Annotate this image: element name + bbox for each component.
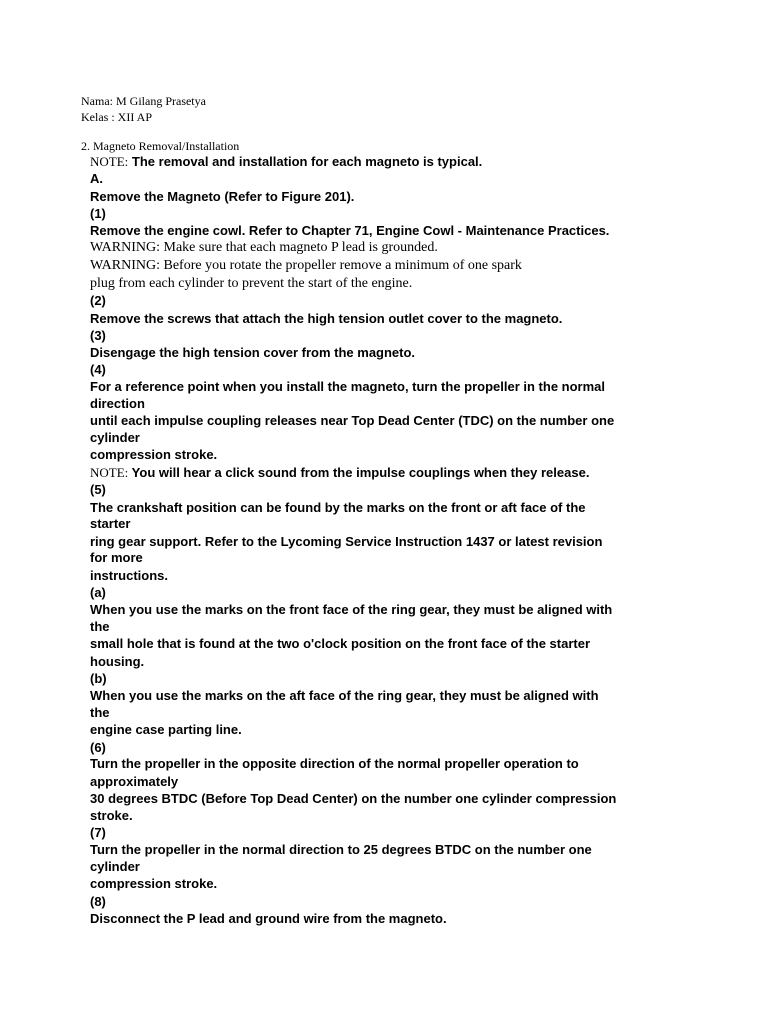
step-marker-8: (8) (90, 894, 106, 909)
step-text-5-line: instructions. (90, 568, 169, 583)
step-text-2: Remove the screws that attach the high tension outlet cover to the magneto. (90, 311, 563, 326)
step-marker-4: (4) (90, 362, 106, 377)
step-marker-7: (7) (90, 825, 106, 840)
warning-spark-plug-line1: WARNING: Before you rotate the propeller remove a minimum of one spark (90, 258, 522, 273)
note-text: The removal and installation for each magneto is typical. (131, 154, 483, 169)
note-line (90, 464, 589, 481)
student-name: Nama: M Gilang Prasetya (81, 94, 206, 108)
step-marker-5: (5) (90, 482, 106, 497)
step-text-3: Disengage the high tension cover from the magneto. (90, 345, 416, 360)
step-text-5b-line: When you use the marks on the aft face of the ring gear, they must be aligned with (90, 688, 599, 703)
step-marker-a: A. (90, 171, 103, 186)
step-text-5-line: ring gear support. Refer to the Lycoming Service Instruction 1437 or latest revision (90, 534, 603, 549)
step-marker-1: (1) (90, 206, 106, 221)
step-marker-3: (3) (90, 328, 106, 343)
note-label: NOTE: (90, 465, 129, 480)
step-text-4-line: cylinder (90, 430, 140, 445)
step-marker-5a: (a) (90, 585, 106, 600)
step-text-6-line: approximately (90, 774, 179, 789)
step-text-4-line: For a reference point when you install the magneto, turn the propeller in the normal (90, 379, 606, 394)
step-text-5b-line: engine case parting line. (90, 722, 242, 737)
warning-spark-plug-line2: plug from each cylinder to prevent the start of the engine. (90, 276, 413, 291)
note-text: You will hear a click sound from the impulse couplings when they release. (131, 465, 590, 480)
step-text-5a-line: When you use the marks on the front face of the ring gear, they must be aligned with (90, 602, 613, 617)
step-marker-6: (6) (90, 740, 106, 755)
step-text-a: Remove the Magneto (Refer to Figure 201). (90, 189, 355, 204)
step-text-4-line: compression stroke. (90, 447, 218, 462)
step-text-5a-line: small hole that is found at the two o'clock position on the front face of the starter (90, 636, 591, 651)
step-text-5b-line: the (90, 705, 110, 720)
step-marker-2: (2) (90, 293, 106, 308)
step-text-5-line: for more (90, 550, 143, 565)
step-text-5a-line: the (90, 619, 110, 634)
step-text-5a-line: housing. (90, 654, 145, 669)
warning-grounded: WARNING: Make sure that each magneto P lead is grounded. (90, 240, 438, 255)
step-text-6-line: Turn the propeller in the opposite direction of the normal propeller operation to (90, 756, 579, 771)
step-text-4-line: direction (90, 396, 145, 411)
step-text-7-line: Turn the propeller in the normal direction to 25 degrees BTDC on the number one (90, 842, 592, 857)
step-marker-5b: (b) (90, 671, 107, 686)
note-line (90, 153, 482, 170)
step-text-7-line: compression stroke. (90, 876, 218, 891)
step-text-6-line: 30 degrees BTDC (Before Top Dead Center) on the number one cylinder compression (90, 791, 617, 806)
student-class: Kelas : XII AP (81, 110, 152, 124)
step-text-5-line: starter (90, 516, 131, 531)
step-text-7-line: cylinder (90, 859, 140, 874)
step-text-4-line: until each impulse coupling releases near Top Dead Center (TDC) on the number one (90, 413, 615, 428)
step-text-6-line: stroke. (90, 808, 133, 823)
step-text-8: Disconnect the P lead and ground wire from the magneto. (90, 911, 447, 926)
step-text-5-line: The crankshaft position can be found by the marks on the front or aft face of the (90, 500, 586, 515)
section-title: 2. Magneto Removal/Installation (81, 139, 240, 153)
step-text-1: Remove the engine cowl. Refer to Chapter 71, Engine Cowl - Maintenance Practices. (90, 223, 610, 238)
note-label: NOTE: (90, 154, 129, 169)
